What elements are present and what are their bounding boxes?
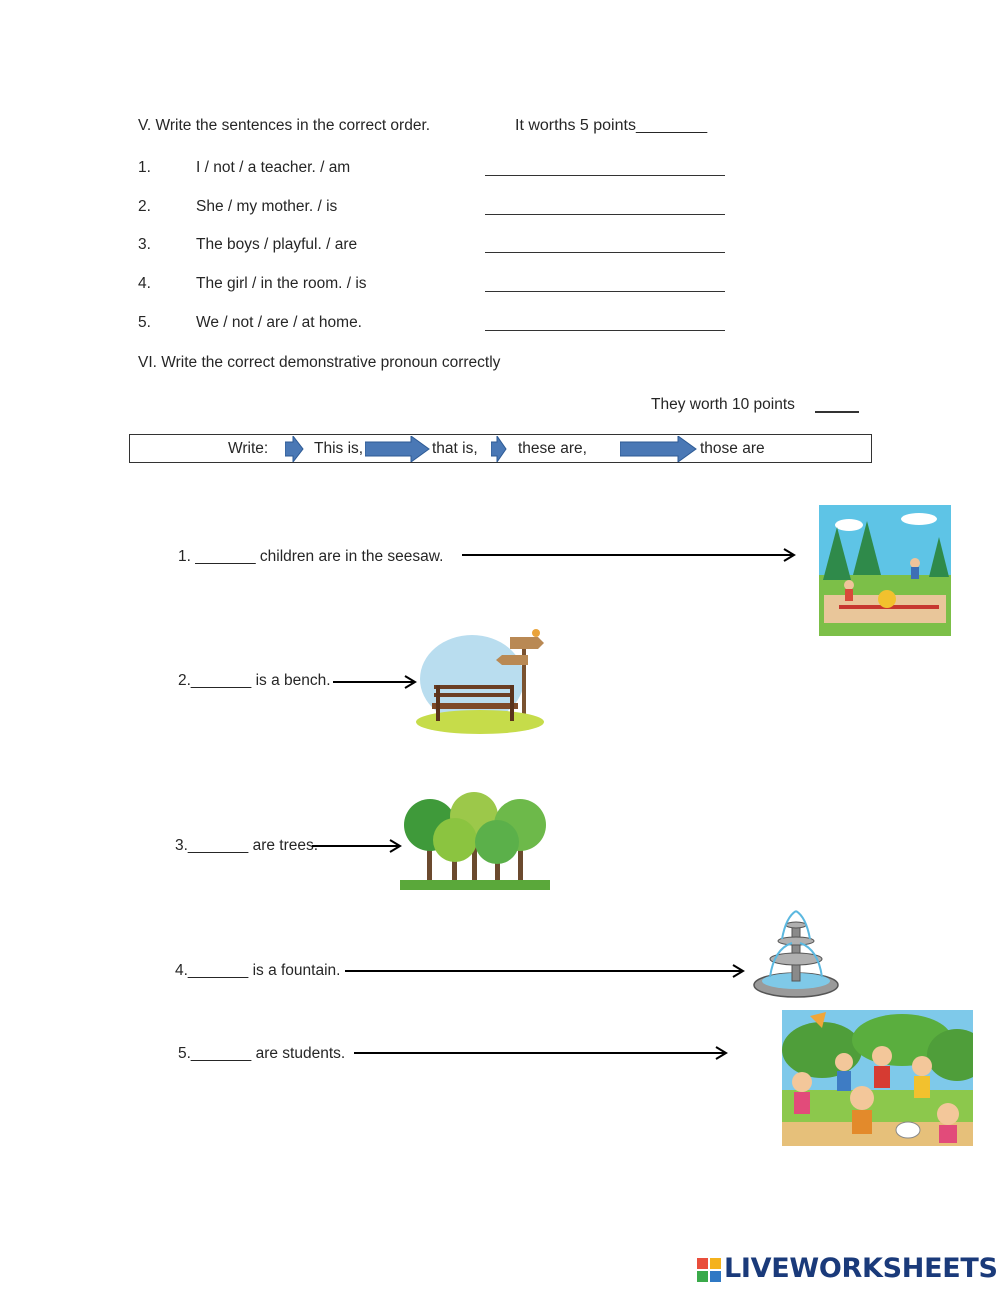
blue-arrow-icon xyxy=(285,436,305,462)
answer-input[interactable] xyxy=(485,330,725,331)
bench-picture xyxy=(414,627,552,735)
answer-input[interactable] xyxy=(485,175,725,176)
item-number: 5. xyxy=(138,314,151,331)
scrambled-sentence: We / not / are / at home. xyxy=(196,314,362,331)
scrambled-sentence: I / not / a teacher. / am xyxy=(196,159,351,176)
answer-input[interactable] xyxy=(485,252,725,253)
section-vi-title: VI. Write the correct demonstrative pronoun correctly xyxy=(138,354,501,371)
item-number: 3. xyxy=(138,236,151,253)
students-picture xyxy=(782,1010,973,1146)
item-number: 1. xyxy=(138,159,151,176)
trees-picture xyxy=(400,790,550,890)
section-v-points[interactable]: It worths 5 points________ xyxy=(515,117,708,134)
answer-input[interactable] xyxy=(485,214,725,215)
scrambled-sentence: The boys / playful. / are xyxy=(196,236,358,253)
exercise-sentence[interactable]: 2._______ is a bench. xyxy=(178,672,331,689)
pointer-arrow-icon xyxy=(333,675,419,689)
blue-arrow-icon xyxy=(365,436,431,462)
exercise-sentence[interactable]: 5._______ are students. xyxy=(178,1045,346,1062)
answer-input[interactable] xyxy=(485,291,725,292)
write-label: Write: xyxy=(228,440,269,457)
blue-arrow-icon xyxy=(491,436,507,462)
pointer-arrow-icon xyxy=(345,964,747,978)
option-these-are: these are, xyxy=(518,440,587,457)
item-number: 4. xyxy=(138,275,151,292)
exercise-sentence[interactable]: 4._______ is a fountain. xyxy=(175,962,341,979)
pointer-arrow-icon xyxy=(312,839,404,853)
option-that-is: that is, xyxy=(432,440,478,457)
blue-arrow-icon xyxy=(620,436,698,462)
option-this-is: This is, xyxy=(314,440,364,457)
option-those-are: those are xyxy=(700,440,765,457)
scrambled-sentence: She / my mother. / is xyxy=(196,198,338,215)
exercise-sentence[interactable]: 1. _______ children are in the seesaw. xyxy=(178,548,444,565)
exercise-sentence[interactable]: 3._______ are trees. xyxy=(175,837,319,854)
section-v-title: V. Write the sentences in the correct order. xyxy=(138,117,431,134)
seesaw-picture xyxy=(819,505,951,636)
scrambled-sentence: The girl / in the room. / is xyxy=(196,275,367,292)
item-number: 2. xyxy=(138,198,151,215)
pointer-arrow-icon xyxy=(354,1046,730,1060)
section-vi-points: They worth 10 points xyxy=(651,396,795,413)
pointer-arrow-icon xyxy=(462,548,798,562)
points-input[interactable] xyxy=(815,411,859,413)
fountain-picture xyxy=(752,903,840,999)
liveworksheets-logo-icon xyxy=(697,1258,721,1282)
liveworksheets-logo: LIVEWORKSHEETS xyxy=(724,1253,998,1284)
